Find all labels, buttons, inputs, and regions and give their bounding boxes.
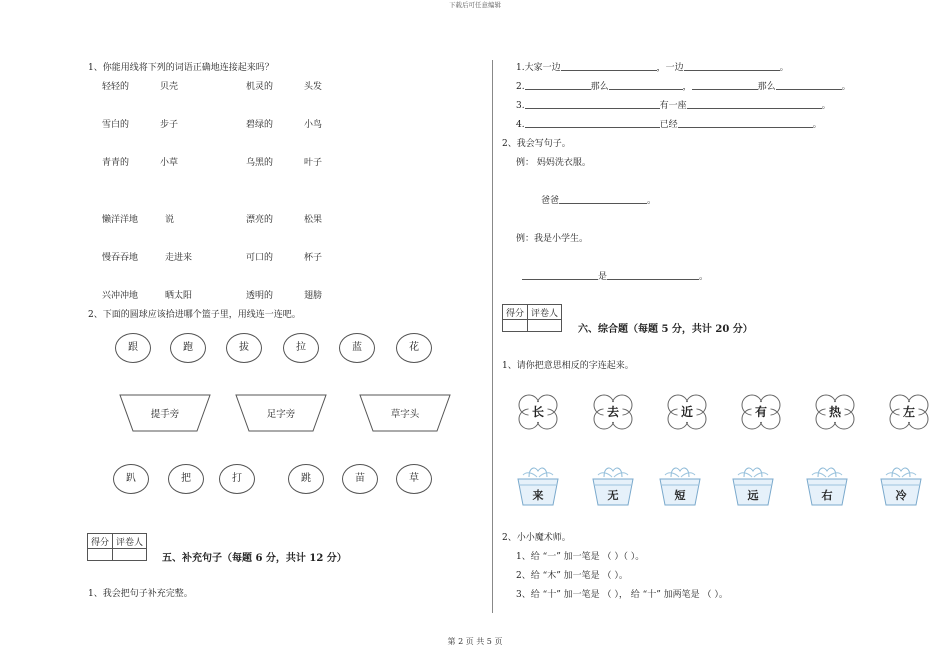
ball[interactable]: 花 [396,333,432,363]
score-cell[interactable] [88,549,113,561]
section6-q2: 2、小小魔术师。 [502,533,571,543]
blank[interactable] [776,80,842,90]
ball[interactable]: 蓝 [339,333,375,363]
pot-char: 无 [607,489,619,502]
ball[interactable]: 打 [219,464,255,494]
word-item: 透明的 [246,291,274,301]
word-item: 雪白的 [102,120,130,130]
fill-line-3: 3. 有一座 。 [516,101,831,111]
word-item: 轻轻的 [102,82,130,92]
page-header: 下载后可任意编辑 [449,1,501,9]
flower-char: 去 [606,405,619,419]
flower[interactable] [590,393,636,431]
word-item: 机灵的 [246,82,274,92]
page-footer: 第 2 页 共 5 页 [447,637,503,646]
magic-item-2: 2、给 “木” 加一笔是 （ ）。 [516,571,628,581]
word-item: 碧绿的 [246,120,274,130]
flower-pot[interactable] [730,465,776,507]
blank[interactable] [692,80,758,90]
word-item: 懒洋洋地 [102,215,139,225]
word-item: 青青的 [102,158,130,168]
flower-pot[interactable] [515,465,561,507]
score-table [87,533,147,561]
blank[interactable] [687,99,822,109]
flower-char: 近 [680,405,693,419]
column-divider [492,60,493,613]
score-cell[interactable] [503,320,528,332]
pot-char: 冷 [895,489,907,502]
word-item: 乌黑的 [246,158,274,168]
word-item: 步子 [160,120,179,130]
basket[interactable] [359,394,451,432]
flower-pot[interactable] [657,465,703,507]
word-item: 可口的 [246,253,274,263]
word-item: 贝壳 [160,82,179,92]
blank[interactable] [609,80,683,90]
flower[interactable] [738,393,784,431]
word-item: 走进来 [165,253,193,263]
pot-char: 远 [747,489,759,502]
section5-title: 五、补充句子（每题 6 分，共计 12 分） [162,553,347,564]
section6-title: 六、综合题（每题 5 分，共计 20 分） [578,324,753,335]
basket[interactable] [235,394,327,432]
flower-char: 有 [754,405,767,419]
word-item: 小鸟 [304,120,323,130]
word-item: 晒太阳 [165,291,193,301]
word-item: 说 [165,215,175,225]
fill-line-4: 4. 已经 。 [516,120,822,130]
pot-char: 来 [532,489,544,502]
write-line-1: 爸爸 。 [541,196,657,206]
word-item: 慢吞吞地 [102,253,139,263]
fill-line-2: 2. 那么 ， 那么 。 [516,82,851,92]
ball[interactable]: 跳 [288,464,324,494]
ball[interactable]: 趴 [113,464,149,494]
write-line-2: 是 。 [522,269,708,282]
ball[interactable]: 拉 [283,333,319,363]
blank[interactable] [525,99,660,109]
ball[interactable]: 跟 [115,333,151,363]
score-table [502,304,562,332]
blank[interactable] [525,80,591,90]
basket-label: 草字头 [390,409,420,420]
ball[interactable]: 跑 [170,333,206,363]
word-item: 翅膀 [304,291,323,301]
q2-title: 2、下面的圆球应该拾进哪个篮子里，用线连一连吧。 [88,310,301,320]
grader-cell[interactable] [528,320,562,332]
section5-q1: 1、我会把句子补充完整。 [88,589,193,599]
blank[interactable] [684,61,780,71]
blank[interactable] [561,61,657,71]
example-2: 例：我是小学生。 [516,234,589,244]
q1-title: 1、你能用线将下列的词语正确地连接起来吗？ [88,63,274,73]
basket[interactable] [119,394,211,432]
flower-char: 长 [531,405,544,419]
grader-label: 评卷人 [113,534,147,549]
pot-char: 右 [821,489,833,502]
ball[interactable]: 拔 [226,333,262,363]
word-item: 头发 [304,82,323,92]
flower-char: 热 [828,405,841,419]
blank[interactable] [522,270,598,280]
flower-pot[interactable] [878,465,924,507]
score-label: 得分 [503,305,528,320]
ball[interactable]: 苗 [342,464,378,494]
word-item: 叶子 [304,158,323,168]
q2-write-title: 2、我会写句子。 [502,139,571,149]
blank[interactable] [678,118,813,128]
blank[interactable] [559,194,647,204]
example-1: 例： 妈妈洗衣服。 [516,158,591,168]
magic-item-1: 1、给 “一” 加一笔是 （ ）（ ）。 [516,552,645,562]
word-item: 兴冲冲地 [102,291,139,301]
grader-label: 评卷人 [528,305,562,320]
flower[interactable] [886,393,932,431]
grader-cell[interactable] [113,549,147,561]
flower[interactable] [515,393,561,431]
basket-label: 足字旁 [266,409,296,420]
flower-pot[interactable] [590,465,636,507]
flower-char: 左 [902,405,915,419]
word-item: 杯子 [304,253,323,263]
flower[interactable] [664,393,710,431]
blank[interactable] [525,118,660,128]
blank[interactable] [607,270,699,280]
ball[interactable]: 草 [396,464,432,494]
word-item: 小草 [160,158,179,168]
magic-item-3: 3、给 “十” 加一笔是 （ ）， 给 “十” 加两笔是 （ ）。 [516,590,728,600]
basket-label: 提手旁 [150,409,180,420]
score-label: 得分 [88,534,113,549]
pot-char: 短 [674,489,686,502]
fill-line-1: 1.大家一边 ，一边 。 [516,63,789,73]
flower[interactable] [812,393,858,431]
flower-pot[interactable] [804,465,850,507]
word-item: 松果 [304,215,323,225]
word-item: 漂亮的 [246,215,274,225]
section6-q1: 1、请你把意思相反的字连起来。 [502,361,634,371]
ball[interactable]: 把 [168,464,204,494]
